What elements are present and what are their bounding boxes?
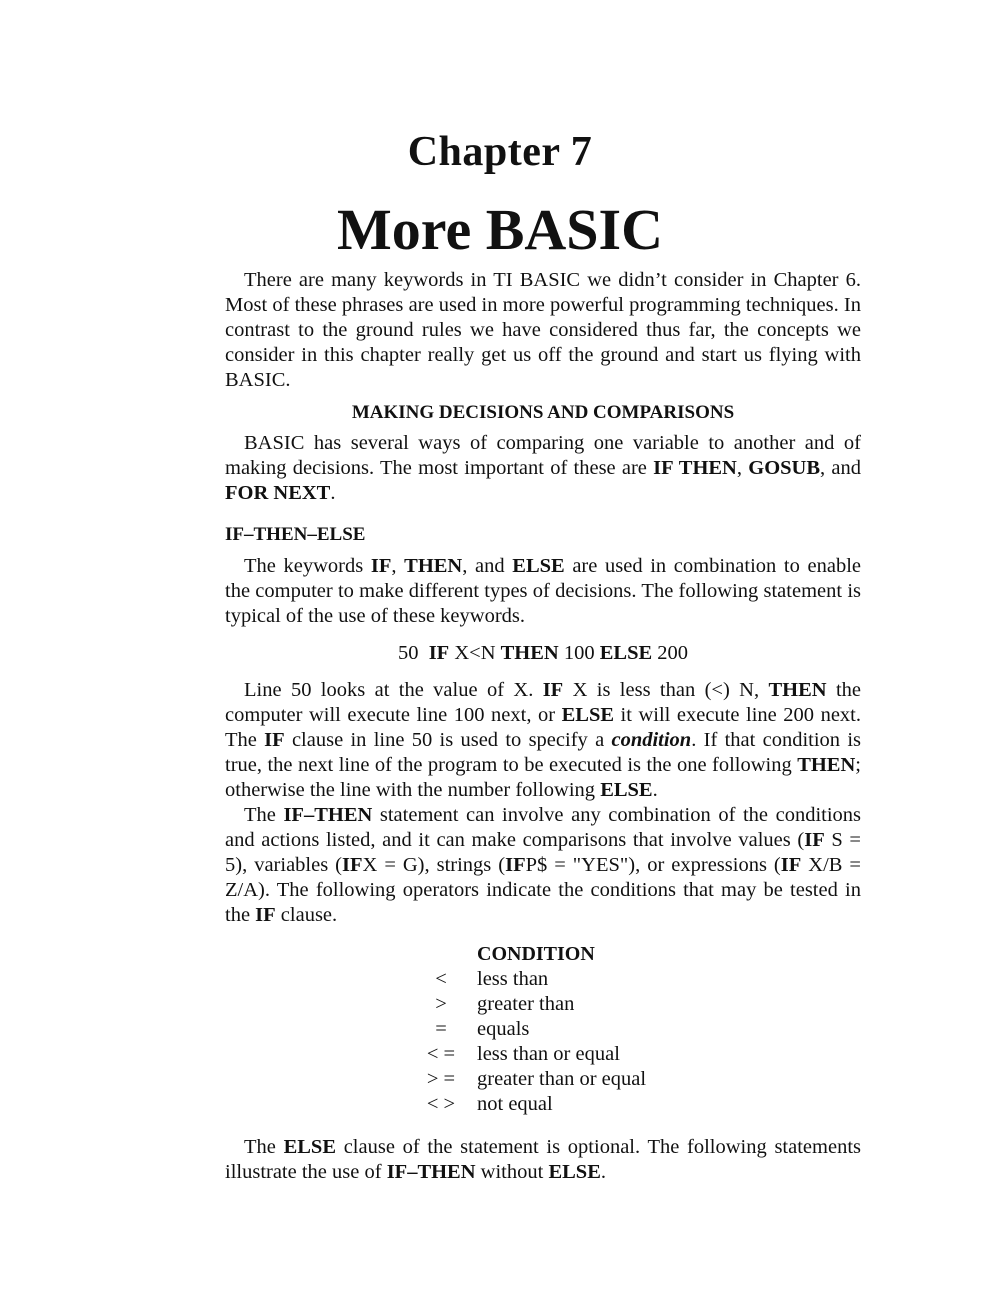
- condition-meaning: greater than or equal: [477, 1068, 647, 1090]
- chapter-title: More BASIC: [337, 197, 663, 262]
- intro-paragraph: There are many keywords in TI BASIC we didn’t consider in Chapter 6. Most of these phrases are used in more powerful programming techniques. In contrast to the ground rules we have considered thus far, the concepts we consider in this chapter really get us off the ground and start us flying with BASIC.: [225, 269, 861, 391]
- else-paragraph: The ELSE clause of the statement is optional. The following statements illustrate the use of IF–THEN without ELSE.: [225, 1136, 861, 1183]
- condition-row: [405, 1042, 646, 1067]
- condition-meaning: equals: [477, 1018, 530, 1040]
- condition-row: [405, 1017, 646, 1042]
- section-paragraph: BASIC has several ways of comparing one variable to another and of making decisions. The most important of these are IF THEN, GOSUB, and FOR NEXT.: [225, 432, 861, 504]
- page-body: [225, 268, 861, 1185]
- condition-symbol: < =: [426, 1043, 456, 1065]
- if-then-paragraph: The IF–THEN statement can involve any combination of the conditions and actions listed, and it can make comparisons that involve values (IF S = 5), variables (IFX = G), strings (IFP$ = "YES"), or expressions (IF X/B = Z/A). The following operators indicate the conditions that may be tested in the IF clause.: [225, 804, 862, 926]
- condition-meaning: less than or equal: [477, 1043, 620, 1065]
- condition-row: [405, 1067, 646, 1092]
- condition-row: [405, 1092, 646, 1117]
- condition-meaning: greater than: [477, 993, 575, 1015]
- condition-row: [405, 992, 646, 1017]
- line50-paragraph: Line 50 looks at the value of X. IF X is less than (<) N, THEN the computer will execute line 100 next, or ELSE it will execute line 200 next. The IF clause in line 50 is used to specify a condition. If that condition is true, the next line of the program to be executed is the one following THEN; otherwise the line with the number following ELSE.: [225, 679, 862, 801]
- condition-meaning: not equal: [477, 1093, 553, 1115]
- condition-heading: CONDITION: [477, 943, 595, 965]
- chapter-label: Chapter 7: [407, 129, 593, 175]
- condition-table: [405, 942, 646, 1117]
- condition-symbol: > =: [426, 1068, 456, 1090]
- keywords-paragraph: The keywords IF, THEN, and ELSE are used in combination to enable the computer to make different types of decisions. The following statement is typical of the use of these keywords.: [225, 555, 861, 627]
- condition-meaning: less than: [477, 968, 549, 990]
- condition-symbol: =: [435, 1018, 447, 1040]
- condition-row: [405, 967, 646, 992]
- subheading-if-then-else: IF–THEN–ELSE: [225, 524, 366, 545]
- code-example: 50 IF X<N THEN 100 ELSE 200: [397, 642, 689, 664]
- section-heading: MAKING DECISIONS AND COMPARISONS: [351, 402, 735, 423]
- condition-symbol: <: [435, 968, 447, 990]
- condition-symbol: >: [435, 993, 447, 1015]
- condition-symbol: < >: [426, 1093, 456, 1115]
